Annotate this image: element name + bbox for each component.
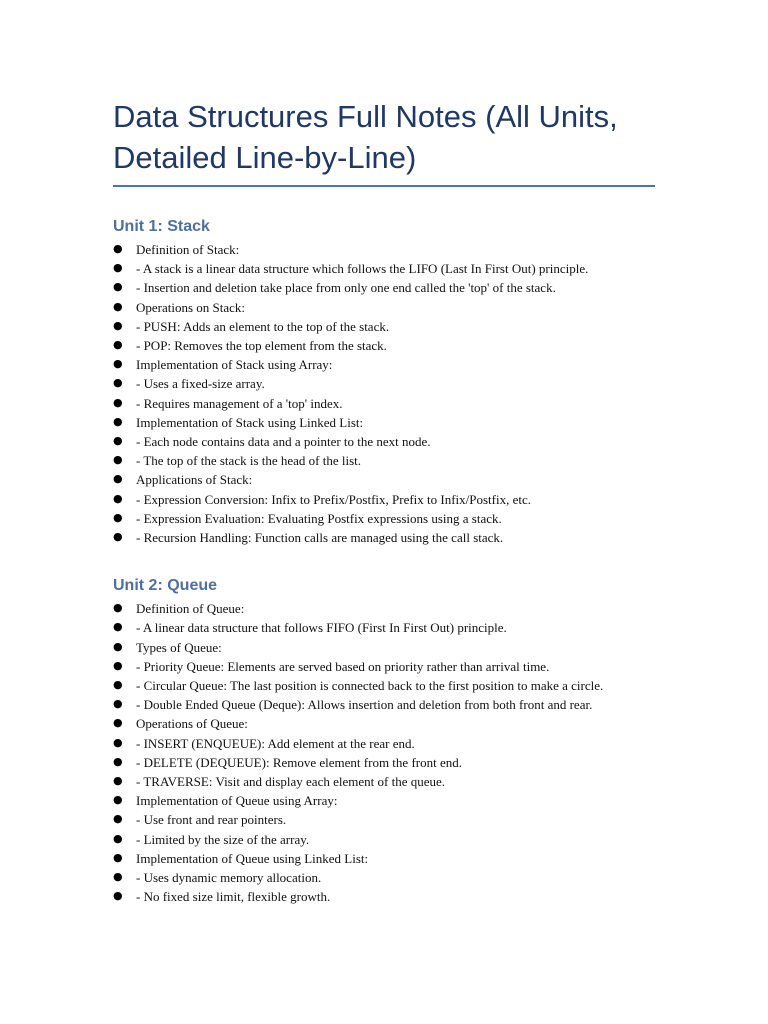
unit-1-section (113, 217, 655, 547)
list-item (113, 753, 655, 772)
bullet-dot-icon: ● (113, 812, 123, 826)
list-item (113, 451, 655, 470)
bullet-dot-icon: ● (113, 889, 123, 903)
bullet-dot-icon: ● (113, 678, 123, 692)
bullet-dot-icon: ● (113, 850, 123, 864)
unit-2-section (113, 576, 655, 906)
list-item-text: - DELETE (DEQUEUE): Remove element from the front end. (136, 754, 462, 770)
list-item-text: - Uses a fixed-size array. (136, 376, 265, 392)
list-item (113, 374, 655, 393)
document-title: Data Structures Full Notes (All Units, Detailed Line-by-Line) (113, 99, 618, 175)
list-item-text: Definition of Stack: (136, 242, 240, 257)
list-item (113, 394, 655, 413)
bullet-dot-icon: ● (113, 261, 123, 275)
list-item-text: - Double Ended Queue (Deque): Allows insertion and deletion from both front and rear. (136, 697, 593, 713)
bullet-dot-icon: ● (113, 318, 123, 332)
list-item-text: Types of Queue: (136, 639, 222, 655)
bullet-dot-icon: ● (113, 357, 123, 371)
unit-1-heading: Unit 1: Stack (113, 218, 210, 235)
bullet-dot-icon: ● (113, 793, 123, 807)
list-item-text: Implementation of Queue using Array: (136, 793, 338, 809)
document-page (113, 96, 655, 907)
bullet-dot-icon: ● (113, 639, 123, 653)
list-item (113, 317, 655, 336)
list-item (113, 298, 655, 317)
list-item (113, 714, 655, 733)
list-item (113, 638, 655, 657)
list-item-text: - Circular Queue: The last position is connected back to the first position to make a circle. (136, 678, 604, 694)
list-item (113, 849, 655, 868)
bullet-dot-icon: ● (113, 831, 123, 845)
bullet-dot-icon: ● (113, 601, 123, 615)
bullet-dot-icon: ● (113, 774, 123, 788)
list-item-text: - Expression Evaluation: Evaluating Postfix expressions using a stack. (136, 510, 502, 526)
bullet-dot-icon: ● (113, 376, 123, 390)
unit-2-list (113, 599, 655, 906)
list-item (113, 618, 655, 637)
list-item-text: Operations of Queue: (136, 716, 248, 732)
list-item (113, 432, 655, 451)
list-item (113, 657, 655, 676)
bullet-dot-icon: ● (113, 414, 123, 428)
list-item (113, 528, 655, 547)
list-item-text: - The top of the stack is the head of the list. (136, 453, 362, 469)
list-item-text: - Requires management of a 'top' index. (136, 395, 343, 411)
bullet-dot-icon: ● (113, 453, 123, 467)
list-item-text: - TRAVERSE: Visit and display each element of the queue. (136, 774, 445, 790)
list-item-text: - Insertion and deletion take place from only one end called the 'top' of the stack. (136, 280, 556, 296)
list-item-text: - POP: Removes the top element from the stack. (136, 338, 387, 354)
list-item-text: Definition of Queue: (136, 601, 245, 617)
list-item-text: - INSERT (ENQUEUE): Add element at the rear end. (136, 735, 415, 751)
list-item-text: - A stack is a linear data structure which follows the LIFO (Last In First Out) principle. (136, 261, 589, 277)
bullet-dot-icon: ● (113, 434, 123, 448)
list-item-text: - No fixed size limit, flexible growth. (136, 889, 331, 905)
list-item-text: - A linear data structure that follows FIFO (First In First Out) principle. (136, 620, 507, 636)
list-item (113, 490, 655, 509)
bullet-dot-icon: ● (113, 697, 123, 711)
title-underline-rule (113, 185, 655, 187)
list-item-text: - Each node contains data and a pointer to the next node. (136, 434, 431, 450)
bullet-dot-icon: ● (113, 735, 123, 749)
list-item (113, 413, 655, 432)
list-item (113, 772, 655, 791)
list-item (113, 336, 655, 355)
list-item-text: Applications of Stack: (136, 472, 253, 488)
list-item-text: - Uses dynamic memory allocation. (136, 870, 322, 886)
bullet-dot-icon: ● (113, 338, 123, 352)
bullet-dot-icon: ● (113, 299, 123, 313)
list-item-text: Operations on Stack: (136, 299, 246, 315)
list-item (113, 355, 655, 374)
list-item (113, 830, 655, 849)
unit-1-list (113, 240, 655, 547)
list-item-text: - Priority Queue: Elements are served based on priority rather than arrival time. (136, 658, 550, 674)
unit-2-heading: Unit 2: Queue (113, 577, 218, 595)
list-item (113, 676, 655, 695)
bullet-dot-icon: ● (113, 280, 123, 294)
list-item-text: Implementation of Stack using Array: (136, 357, 333, 373)
list-item (113, 887, 655, 906)
list-item-text: Implementation of Stack using Linked List: (136, 414, 364, 430)
bullet-dot-icon: ● (113, 716, 123, 730)
bullet-dot-icon: ● (113, 620, 123, 634)
list-item-text: - PUSH: Adds an element to the top of the stack. (136, 318, 390, 334)
list-item (113, 868, 655, 887)
bullet-dot-icon: ● (113, 754, 123, 768)
list-item-text: - Expression Conversion: Infix to Prefix/Postfix, Prefix to Infix/Postfix, etc. (136, 491, 532, 507)
bullet-dot-icon: ● (113, 395, 123, 409)
list-item-text: - Recursion Handling: Function calls are managed using the call stack. (136, 530, 504, 546)
bullet-dot-icon: ● (113, 472, 123, 486)
list-item (113, 259, 655, 278)
list-item (113, 240, 655, 259)
list-item-text: Implementation of Queue using Linked List: (136, 850, 369, 866)
list-item (113, 599, 655, 618)
list-item-text: - Limited by the size of the array. (136, 831, 310, 847)
list-item (113, 810, 655, 829)
bullet-dot-icon: ● (113, 658, 123, 672)
list-item (113, 695, 655, 714)
list-item (113, 791, 655, 810)
list-item (113, 278, 655, 297)
bullet-dot-icon: ● (113, 242, 123, 255)
bullet-dot-icon: ● (113, 530, 123, 544)
list-item (113, 734, 655, 753)
list-item (113, 470, 655, 489)
bullet-dot-icon: ● (113, 870, 123, 884)
list-item (113, 509, 655, 528)
bullet-dot-icon: ● (113, 491, 123, 505)
list-item-text: - Use front and rear pointers. (136, 812, 287, 828)
bullet-dot-icon: ● (113, 510, 123, 524)
